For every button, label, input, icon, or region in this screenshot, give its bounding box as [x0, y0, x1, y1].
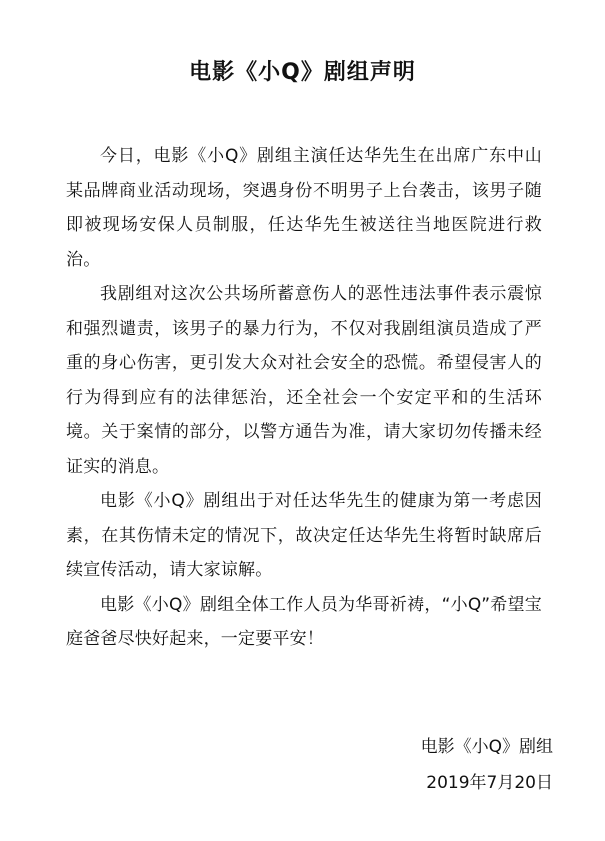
paragraph-promotion-absence: 电影《小Q》剧组出于对任达华先生的健康为第一考虑因素，在其伤情未定的情况下，故决定任达华先生将暂时缺席后续宣传活动，请大家谅解。 — [66, 491, 542, 580]
paragraph-condemnation: 我剧组对这次公共场所蓄意伤人的恶性违法事件表示震惊和强烈谴责，该男子的暴力行为，不仅对我剧组演员造成了严重的身心伤害，更引发大众对社会安全的恐慌。希望侵害人的行为得到应有的法律惩治，还全社会一个安定平和的生活环境。关于案情的部分，以警方通告为准，请大家切勿传播未经证实的消息。 — [66, 284, 542, 477]
paragraph-incident: 今日，电影《小Q》剧组主演任达华先生在出席广东中山某品牌商业活动现场，突遇身份不明男子上台袭击，该男子随即被现场安保人员制服，任达华先生被送往当地医院进行救治。 — [66, 146, 542, 270]
signature-organization: 电影《小Q》剧组 — [420, 737, 553, 757]
document-title: 电影《小Q》剧组声明 — [189, 60, 416, 85]
signature-date: 2019年7月20日 — [426, 773, 553, 793]
paragraph-wishes: 电影《小Q》剧组全体工作人员为华哥祈祷，“小Q”希望宝庭爸爸尽快好起来，一定要平安！ — [66, 594, 542, 649]
statement-body — [66, 139, 542, 657]
